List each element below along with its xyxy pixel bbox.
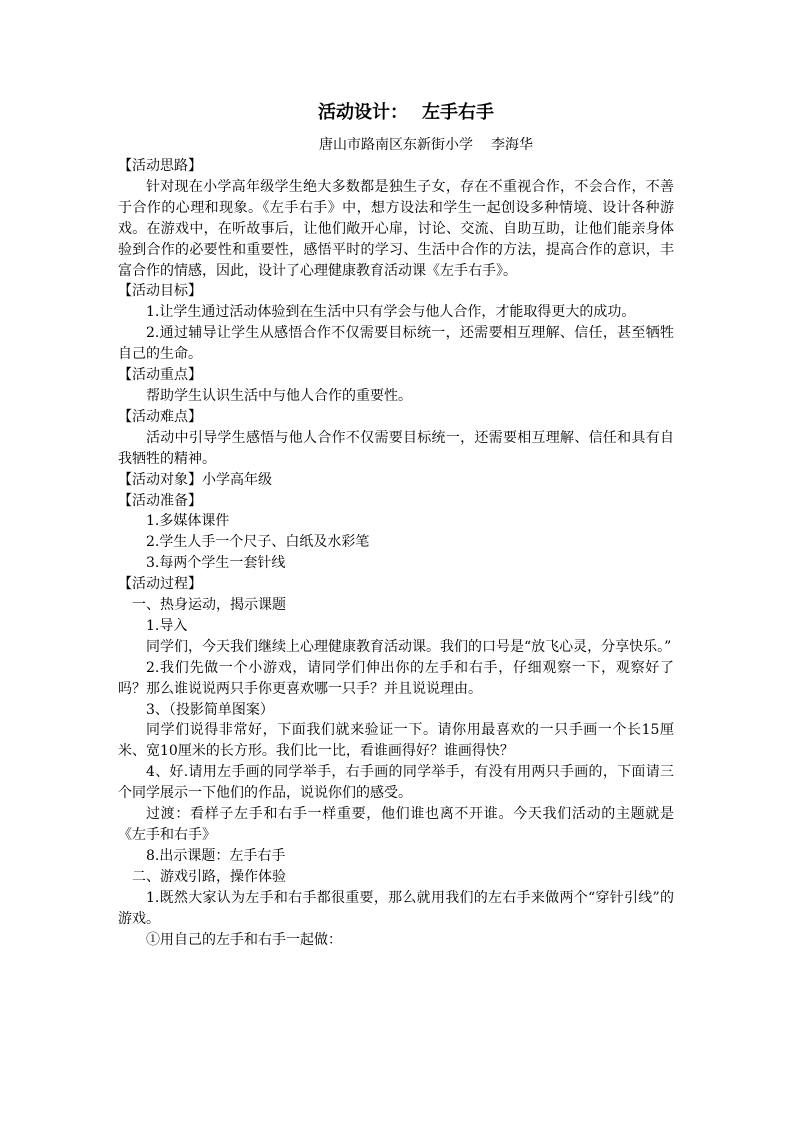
title-prefix: 活动设计： (318, 102, 408, 123)
prep-item: 3.每两个学生一套针线 (146, 555, 286, 572)
process-step: 1.导入 (146, 617, 188, 634)
document-page (118, 100, 674, 950)
process-part-heading: 二、游戏引路，操作体验 (132, 868, 286, 885)
goal-item: 1.让学生通过活动体验到在生活中只有学会与他人合作，才能取得更大的成功。 (146, 304, 636, 321)
section-heading-focus: 【活动重点】 (118, 367, 202, 384)
author-name: 李海华 (491, 137, 533, 153)
document-body (118, 156, 674, 950)
section-heading-goals: 【活动目标】 (118, 283, 202, 300)
thinking-paragraph: 针对现在小学高年级学生绝大多数都是独生子女，存在不重视合作，不会合作，不善于合作的心理和现象。《左手右手》中，想方设法和学生一起创设多种情境、设计各种游戏。在游戏中，在听故事后，让他们敞开心扉，讨论、交流、自助互助，让他们能亲身体验到合作的必要性和重要性，感悟平时的学习、生活中合作的方法，提高合作的意识，丰富合作的情感，因此，设计了心理健康教育活动课《左手右手》。 (118, 178, 674, 279)
process-paragraph: 过渡：看样子左手和右手一样重要，他们谁也离不开谁。今天我们活动的主题就是《左手和右手》 (118, 806, 674, 843)
process-paragraph: 同学们说得非常好，下面我们就来验证一下。请你用最喜欢的一只手画一个长15厘米、宽10厘米的长方形。我们比一比，看谁画得好？谁画得快？ (118, 722, 674, 760)
process-step: 3、（投影简单图案） (146, 701, 274, 718)
target-value: 小学高年级 (202, 471, 272, 488)
document-title (118, 100, 674, 126)
process-step: 1.既然大家认为左手和右手都很重要，那么就用我们的左右手来做两个“穿针引线”的游戏。 (118, 889, 674, 927)
process-paragraph: 同学们，今天我们继续上心理健康教育活动课。我们的口号是“放飞心灵，分享快乐。” (146, 638, 672, 655)
focus-paragraph: 帮助学生认识生活中与他人合作的重要性。 (146, 387, 412, 404)
process-step: 8.出示课题：左手右手 (146, 847, 286, 864)
process-step: ①用自己的左手和右手一起做： (146, 931, 342, 948)
section-heading-target: 【活动对象】 (118, 471, 202, 488)
section-heading-prep: 【活动准备】 (118, 492, 202, 509)
process-part-heading: 一、热身运动，揭示课题 (132, 597, 286, 614)
school-name: 唐山市路南区东新街小学 (319, 137, 473, 153)
difficulty-paragraph: 活动中引导学生感悟与他人合作不仅需要目标统一，还需要相互理解、信任和具有自我牺牲的精神。 (118, 429, 674, 467)
process-step: 2.我们先做一个小游戏，请同学们伸出你的左手和右手，仔细观察一下，观察好了吗？那么谁说说两只手你更喜欢哪一只手？并且说说理由。 (118, 659, 674, 697)
title-main: 左手右手 (422, 102, 494, 123)
prep-item: 1.多媒体课件 (146, 513, 230, 530)
prep-item: 2.学生人手一个尺子、白纸及水彩笔 (146, 534, 370, 551)
document-byline (118, 134, 674, 156)
section-heading-thinking: 【活动思路】 (118, 158, 202, 174)
goal-item: 2.通过辅导让学生从感悟合作不仅需要目标统一，还需要相互理解、信任，甚至牺牲自己的生命。 (118, 325, 674, 363)
section-heading-process: 【活动过程】 (118, 576, 202, 593)
section-heading-difficulty: 【活动难点】 (118, 408, 202, 425)
process-step: 4、好.请用左手画的同学举手，右手画的同学举手，有没有用两只手画的，下面请三个同学展示一下他们的作品，说说你们的感受。 (118, 764, 674, 802)
target-line (118, 470, 674, 491)
